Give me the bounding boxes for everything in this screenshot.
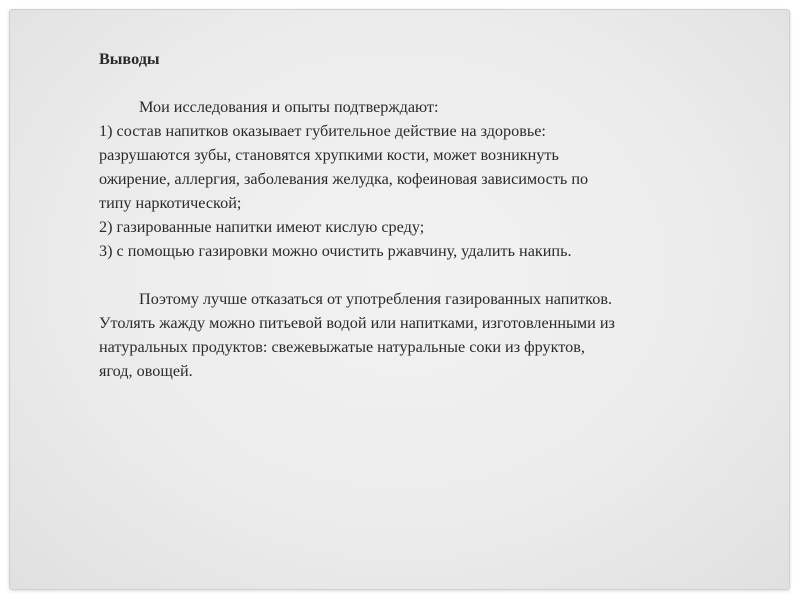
paragraph-gap (99, 263, 739, 287)
conclusion-intro: Мои исследования и опыты подтверждают: (139, 98, 439, 116)
conclusion-line: 2) газированные напитки имеют кислую среду; (99, 218, 425, 236)
slide (9, 9, 790, 590)
conclusion-line: 3) с помощью газировки можно очистить ржавчину, удалить накипь. (99, 242, 572, 260)
recommendation-line: Утолять жажду можно питьевой водой или напитками, изготовленными из (99, 314, 615, 332)
conclusion-line: ожирение, аллергия, заболевания желудка, кофеиновая зависимость по (99, 170, 589, 188)
recommendation-intro: Поэтому лучше отказаться от употребления газированных напитков. (139, 290, 613, 308)
conclusion-line: 1) состав напитков оказывает губительное действие на здоровье: (99, 122, 546, 140)
recommendation-line: ягод, овощей. (99, 362, 193, 380)
recommendation-line: натуральных продуктов: свежевыжатые натуральные соки из фруктов, (99, 338, 585, 356)
conclusion-line: разрушаются зубы, становятся хрупкими кости, может возникнуть (99, 146, 559, 164)
slide-title: Выводы (99, 50, 160, 68)
slide-content (99, 47, 739, 383)
conclusion-line: типу наркотической; (99, 194, 242, 212)
